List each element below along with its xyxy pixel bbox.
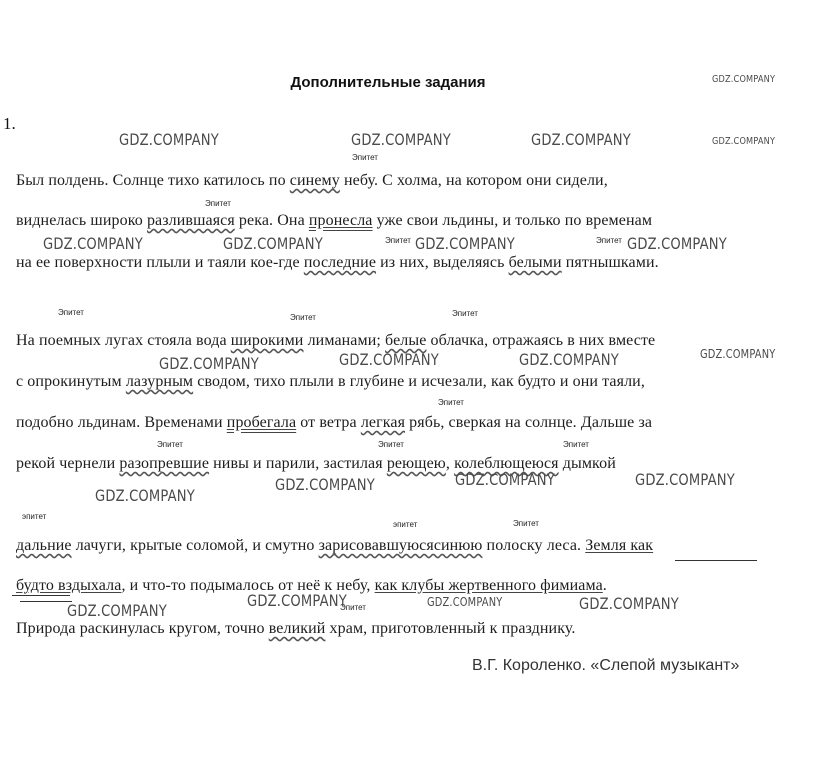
- epithet-label: эпитет: [22, 512, 47, 521]
- watermark: GDZ.COMPANY: [627, 234, 727, 253]
- epithet-word: колеблющеюся: [454, 455, 559, 472]
- epithet-word: широкими: [230, 332, 304, 349]
- epithet-label: Эпитет: [438, 398, 464, 407]
- watermark: GDZ.COMPANY: [712, 74, 776, 85]
- epithet-word: реющею: [386, 455, 446, 472]
- watermark: GDZ.COMPANY: [351, 130, 451, 149]
- watermark: GDZ.COMPANY: [415, 234, 515, 253]
- epithet-label: Эпитет: [563, 440, 589, 449]
- text-line: рекой чернели разопревшие нивы и парили, застилая реющею, колеблющеюся дымкой: [16, 455, 616, 472]
- comparison-phrase: Земля как: [585, 537, 654, 554]
- underline-mark: [675, 560, 757, 561]
- watermark: GDZ.COMPANY: [67, 601, 167, 620]
- watermark: GDZ.COMPANY: [635, 470, 735, 489]
- epithet-label: эпитет: [393, 520, 418, 529]
- watermark: GDZ.COMPANY: [119, 130, 219, 149]
- comparison-phrase: будто вздыхала: [16, 577, 122, 594]
- text-line: на ее поверхности плыли и таяли кое-где последние из них, выделяясь белыми пятнышками.: [16, 254, 659, 271]
- watermark: GDZ.COMPANY: [95, 486, 195, 505]
- page-title: Дополнительные задания: [290, 74, 486, 91]
- text-line: с опрокинутым лазурным сводом, тихо плыли в глубине и исчезали, как будто и они таяли,: [16, 373, 645, 390]
- text-line: виднелась широко разлившаяся река. Она пронесла уже свои льдины, и только по временам: [16, 212, 653, 229]
- epithet-word: дальние: [16, 537, 72, 554]
- epithet-label: Эпитет: [596, 236, 622, 245]
- watermark: GDZ.COMPANY: [43, 234, 143, 253]
- epithet-label: Эпитет: [352, 153, 378, 162]
- epithet-word: последние: [303, 254, 377, 271]
- epithet-label: Эпитет: [290, 313, 316, 322]
- epithet-label: Эпитет: [340, 603, 366, 612]
- epithet-word: легкая: [360, 414, 406, 431]
- epithet-label: Эпитет: [378, 440, 404, 449]
- watermark: GDZ.COMPANY: [455, 470, 555, 489]
- watermark: GDZ.COMPANY: [712, 136, 776, 147]
- text-line: Был полдень. Солнце тихо катилось по синему небу. С холма, на котором они сидели,: [16, 172, 608, 189]
- text-line: Природа раскинулась кругом, точно великий храм, приготовленный к празднику.: [16, 620, 576, 637]
- watermark: GDZ.COMPANY: [247, 591, 347, 610]
- epithet-word: разлившаяся: [146, 212, 235, 229]
- attribution: В.Г. Короленко. «Слепой музыкант»: [472, 657, 740, 674]
- epithet-word: белые: [385, 332, 427, 349]
- epithet-word: белыми: [508, 254, 562, 271]
- comparison-phrase: как клубы жертвенного фимиама: [374, 577, 603, 594]
- watermark: GDZ.COMPANY: [427, 595, 503, 609]
- text-line: дальние лачуги, крытые соломой, и смутно зарисовавшуюсясинюю полоску леса. Земля как: [16, 537, 654, 554]
- epithet-word: разопревшие: [119, 455, 210, 472]
- watermark: GDZ.COMPANY: [339, 350, 439, 369]
- text-line: подобно льдинам. Временами пробегала от ветра легкая рябь, сверкая на солнце. Дальше за: [16, 414, 653, 431]
- watermark: GDZ.COMPANY: [275, 475, 375, 494]
- watermark: GDZ.COMPANY: [519, 350, 619, 369]
- text-line: На поемных лугах стояла вода широкими лиманами; белые облачка, отражаясь в них вместе: [16, 332, 656, 349]
- watermark: GDZ.COMPANY: [700, 347, 776, 361]
- epithet-word: зарисовавшуюсясинюю: [318, 537, 483, 554]
- epithet-label: Эпитет: [157, 440, 183, 449]
- watermark: GDZ.COMPANY: [159, 354, 259, 373]
- epithet-word: великий: [268, 620, 326, 637]
- text-line: будто вздыхала, и что-то подымалось от неё к небу, как клубы жертвенного фимиама.: [16, 577, 607, 594]
- watermark: GDZ.COMPANY: [223, 234, 323, 253]
- epithet-label: Эпитет: [385, 236, 411, 245]
- underline-mark: [20, 601, 72, 602]
- epithet-word: лазурным: [125, 373, 194, 390]
- epithet-word: синему: [289, 172, 340, 189]
- epithet-label: Эпитет: [452, 309, 478, 318]
- predicate-word: пронесла: [308, 212, 373, 229]
- epithet-label: Эпитет: [58, 308, 84, 317]
- predicate-word: пробегала: [226, 414, 297, 431]
- task-number: 1.: [3, 114, 16, 133]
- epithet-label: Эпитет: [205, 199, 231, 208]
- epithet-label: Эпитет: [513, 519, 539, 528]
- watermark: GDZ.COMPANY: [579, 594, 679, 613]
- watermark: GDZ.COMPANY: [531, 130, 631, 149]
- underline-mark: [12, 595, 70, 596]
